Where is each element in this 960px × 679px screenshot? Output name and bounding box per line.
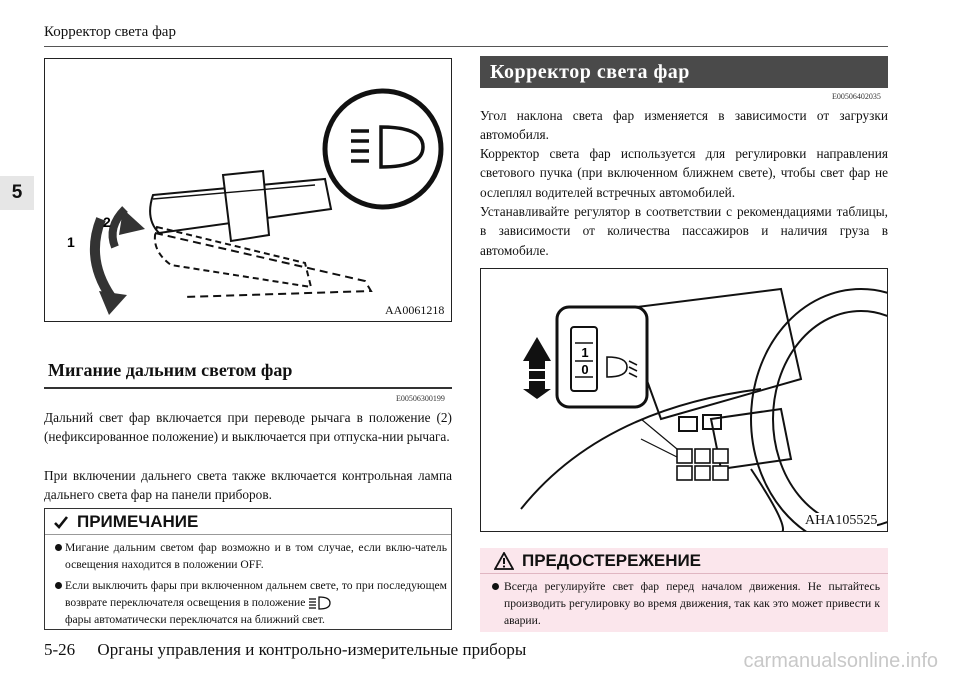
page-footer <box>44 640 526 660</box>
bullet-dot <box>55 544 62 551</box>
position-label-2: 2 <box>103 214 111 230</box>
figure-code: AHA105525 <box>805 513 878 528</box>
lever-illustration <box>45 59 452 322</box>
flash-paragraph-2: При включении дальнего света также включается контрольная лампа дальнего света фар на панели приборов. <box>44 468 452 503</box>
warning-triangle-icon <box>494 552 514 570</box>
warning-title-bar <box>480 548 888 574</box>
flash-section-code: E00506300199 <box>396 394 445 403</box>
warning-item-text: Всегда регулируйте свет фар перед началом движения. Не пытайтесь производить регулировку во время движения, так как это может привести к аварии. <box>504 580 880 627</box>
position-label-1: 1 <box>67 234 75 250</box>
note-item-text: Если выключить фары при включенном дальнем свете, то при последующем возврате переключателя освещения в положение <box>65 579 447 609</box>
leveling-paragraph-3: Устанавливайте регулятор в соответствии с рекомендациями таблицы, в зависимости от количества пассажиров и наличия груза в автомобиле. <box>480 204 888 258</box>
warning-item <box>480 578 888 629</box>
leveling-dial-figure <box>480 268 888 532</box>
warning-box <box>480 548 888 632</box>
lever-figure <box>44 58 452 322</box>
note-item <box>45 539 451 573</box>
note-item-text-continued: фары автоматически переключатся на ближний свет. <box>65 613 325 626</box>
warning-title: ПРЕДОСТЕРЕЖЕНИЕ <box>522 550 702 570</box>
dial-label-1: 1 <box>581 345 589 360</box>
chapter-tab: 5 <box>0 176 34 210</box>
flash-section-title: Мигание дальним светом фар <box>48 360 293 380</box>
watermark: carmanualsonline.info <box>743 650 938 672</box>
footer-chapter-title: Органы управления и контрольно-измерительные приборы <box>97 640 527 659</box>
page-number: 5-26 <box>44 640 76 659</box>
flash-section-heading <box>44 360 452 389</box>
leveling-section-heading: Корректор света фар <box>480 56 888 88</box>
headlight-high-beam-icon <box>308 596 332 610</box>
figure-code: AA0061218 <box>385 303 445 317</box>
note-box <box>44 508 452 630</box>
note-title: ПРИМЕЧАНИЕ <box>77 511 199 531</box>
note-item <box>45 577 451 628</box>
flash-paragraph-1: Дальний свет фар включается при переводе рычага в положение (2) (нефиксированное положение) и выключается при отпуска-нии рычага. <box>44 410 452 445</box>
header-rule <box>44 46 888 47</box>
dial-label-0: 0 <box>581 362 589 377</box>
leveling-paragraph-2: Корректор света фар используется для регулировки направления светового пучка (при включенном ближнем свете), чтобы свет фар не ослеплял водителей встречных автомобилей. <box>480 146 888 200</box>
note-title-bar <box>45 509 451 535</box>
flash-section-rule <box>44 387 452 389</box>
leveling-section-code: E00506402035 <box>832 92 881 101</box>
leveling-paragraph-1: Угол наклона света фар изменяется в зависимости от загрузки автомобиля. <box>480 108 888 143</box>
check-icon <box>53 514 69 530</box>
bullet-dot <box>55 582 62 589</box>
dashboard-illustration <box>481 269 888 532</box>
note-item-text: Мигание дальним светом фар возможно и в том случае, если вклю-чатель освещения находится в положении OFF. <box>65 541 447 571</box>
bullet-dot <box>492 583 499 590</box>
running-header: Корректор света фар <box>44 24 176 40</box>
double-arrow-icon <box>523 337 551 399</box>
